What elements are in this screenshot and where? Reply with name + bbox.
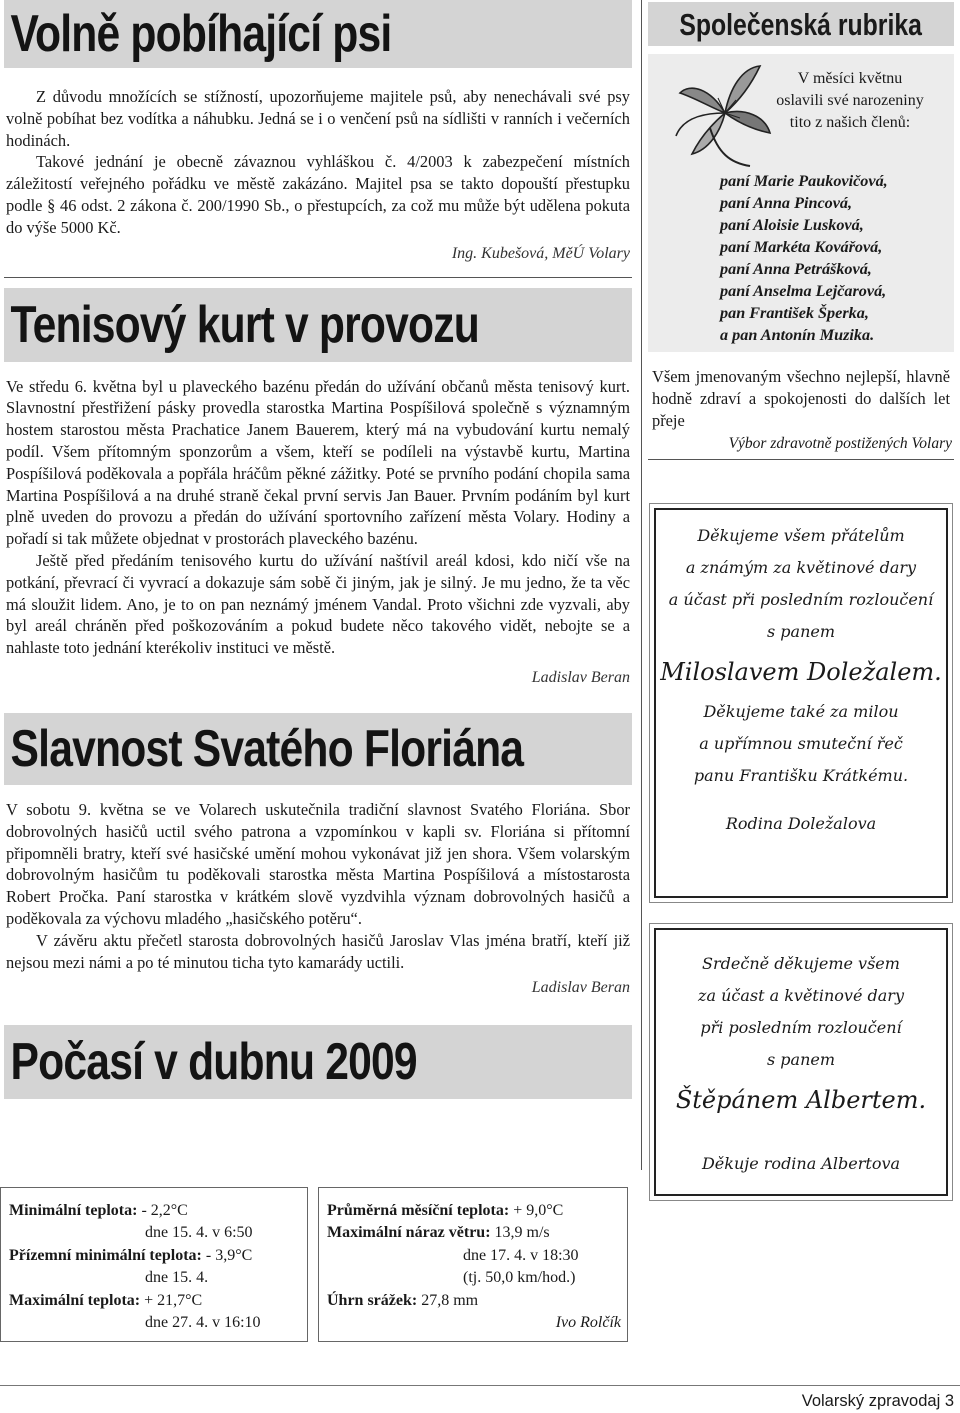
divider [4,277,632,278]
weather-box-temperatures [0,1187,308,1342]
dogs-paragraph-2: Takové jednání je obecně závaznou vyhláškou č. 4/2003 k zabezpečení místních záležitostí veřejného pořádku ve městě zakázáno. Majitel psa se takto dopouští přestupku podle § 46 odst. 2 zákona č. 200/1990 Sb., o přestupcích, za což mu může být udělena pokuta do výše 5000 Kč. [6,152,630,237]
min-temp-value: - 2,2°C [137,1202,188,1219]
florian-article [0,785,636,997]
tennis-article [0,362,636,687]
wind-label: Maximální náraz větru: [327,1224,491,1242]
card-line: a známým za květinové dary [685,558,917,578]
name-item: pan František Šperka, [720,304,869,322]
max-temp-value: + 21,7°C [140,1291,203,1309]
intro-line: tito z našich členů: [789,114,911,131]
name-item: paní Marie Paukovičová, [720,172,888,190]
dogs-title: Volně pobíhající psi [10,5,392,63]
name-item: paní Aloisie Lusková, [720,216,864,234]
intro-line: oslavili své narozeniny [776,92,924,109]
name-item: paní Markéta Kovářová, [720,238,883,256]
weather-box-summary [318,1187,628,1342]
card-signature: Rodina Doležalova [725,814,877,834]
tennis-signature: Ladislav Beran [531,668,630,686]
weather-signature: Ivo Rolčík [555,1314,621,1332]
weather-section [0,1187,636,1342]
birthday-intro [750,68,950,134]
tennis-paragraph-2: Ještě před předáním tenisového kurtu do užívání naštívil areál kdosi, kdo ničí vše na potkání, převrací či vyvrací a dokazuje sám sobě či jiným, jak je silný. Je mu jedno, že ta věc má sloužit lidem. Ano, je to on pan neznámý jménem Vandal. Proto všichni zde vyzvali, aby byl areál chráněn před poškozováním a pokud budete něco takového vidět, nebojte se a nahlaste toto jednání kterékoliv instituci ve městě. [6,550,630,658]
divider [648,459,954,460]
birthday-signature: Výbor zdravotně postižených Volary [728,435,952,453]
tennis-heading-bar [4,288,632,362]
min-temp-date: dne 15. 4. v 6:50 [145,1224,253,1242]
name-item: paní Anna Pincová, [720,194,853,212]
card-line: a účast při posledním rozloučení [668,590,934,610]
wind-date: dne 17. 4. v 18:30 [463,1246,579,1264]
card-line: s panem [766,1050,836,1070]
card-line: Děkujeme také za milou [703,702,899,722]
birthday-names [720,170,888,346]
card-line: s panem [766,622,836,642]
dogs-signature: Ing. Kubešová, MěÚ Volary [451,244,630,262]
ground-temp-label: Přízemní minimální teplota: [9,1246,202,1264]
card-line: a upřímnou smuteční řeč [699,734,903,754]
name-item: paní Anna Petrášková, [720,260,872,278]
page-footer [0,1385,960,1410]
card-line: za účast a květinové dary [698,986,904,1006]
card-line: panu Františku Krátkému. [693,766,909,786]
tennis-title: Tenisový kurt v provozu [10,295,480,354]
ground-temp-date: dne 15. 4. [145,1269,209,1287]
florian-signature: Ladislav Beran [531,979,630,997]
side-column [648,0,954,1196]
card-deceased-name: Štěpánem Albertem. [675,1086,927,1115]
name-item: paní Anselma Lejčarová, [720,282,887,300]
wind-value: 13,9 m/s [490,1224,550,1242]
birthday-greeting: Všem jmenovaným všechno nejlepší, hlavně hodně zdraví a spokojenosti do dalších let přeje [652,367,950,430]
weather-title: Počasí v dubnu 2009 [10,1033,417,1092]
name-item: a pan Antonín Muzika. [720,326,875,344]
florian-paragraph-1: V sobotu 9. května se ve Volarech uskutečnila tradiční slavnost Svatého Floriána. Sbor dobrovolných hasičů uctil svého patrona a vzpomínkou v kapli sv. Floriána si přítomní připomněli bratry, kteří své hasičské umění mohou vykonávat již jen shora. Všem volarským dobrovolným hasičům tu poděkovali starostka města Martina Pospíšilová a místostarosta Robert Pročka. Paní starostka v krátkém slově vyzdvihla význam dobrovolných hasičů a poděkovala za výchovu mladého „hasičského potěru“. [6,799,630,928]
social-title: Společenská rubrika [679,6,923,42]
condolence-card-2 [654,928,948,1196]
birthday-box [648,54,954,352]
max-temp-label: Maximální teplota: [9,1291,141,1309]
weather-heading-bar [4,1025,632,1099]
florian-title: Slavnost Svatého Floriána [10,719,524,778]
dogs-article [0,68,636,263]
social-heading-bar [648,2,954,46]
card-line: Děkujeme všem přátelům [697,526,905,546]
condolence-card-1 [654,508,948,898]
intro-line: V měsíci květnu [797,70,903,87]
column-divider [641,0,642,1170]
footer-text: Volarský zpravodaj 3 [801,1392,954,1410]
wind-kmh: (tj. 50,0 km/hod.) [463,1269,576,1287]
max-temp-date: dne 27. 4. v 16:10 [145,1314,261,1332]
rain-value: 27,8 mm [417,1291,479,1309]
florian-heading-bar [4,713,632,785]
min-temp-label: Minimální teplota: [9,1202,138,1219]
ground-temp-value: - 3,9°C [201,1246,253,1264]
card-signature: Děkuje rodina Albertova [701,1154,901,1174]
dogs-paragraph-1: Z důvodu množících se stížností, upozorňujeme majitele psů, aby nenechávali své psy volně pobíhat bez vodítka a náhubku. Jedná se i o venčení psů na sídlišti v ranních i večerních hodinách. [6,87,630,150]
dogs-heading-bar [4,0,632,68]
avg-temp-value: + 9,0°C [509,1202,564,1219]
tennis-paragraph-1: Ve středu 6. května byl u plaveckého bazénu předán do užívání občanů města tenisový kurt. Slavnostní přestřižení pásky provedla starostka Martina Pospíšilová společně s významným hostem starostou města Prachatice Janem Bauerem, který má na vybudování kurtu nemalý podíl. Všem přítomným sponzorům a všem, kteří se podíleli na výstavbě kurtu, Martina Pospíšilová poděkovala a popřála hráčům pěkné zážitky. Poté se prvního podání chopila sama Martina Pospíšilová a na druhé straně čekal první servis Jan Bauer. Prvním podáním byl kurt plně uveden do provozu a předán do užívání sportovního zařízení města Volary. Hodiny a pořadí si tak můžete objednat v prostorách plaveckého bazénu. [6,376,630,549]
card-deceased-name: Miloslavem Doležalem. [660,658,942,687]
card-line: Srdečně děkujeme všem [702,954,900,974]
avg-temp-label: Průměrná měsíční teplota: [327,1202,510,1219]
card-line: při posledním rozloučení [700,1018,902,1038]
florian-paragraph-2: V závěru aktu přečetl starosta dobrovolných hasičů Jaroslav Vlas jména bratří, kteří již nejsou mezi námi a po té minutou ticha tyto kamarády uctili. [6,930,630,972]
rain-label: Úhrn srážek: [327,1291,418,1309]
